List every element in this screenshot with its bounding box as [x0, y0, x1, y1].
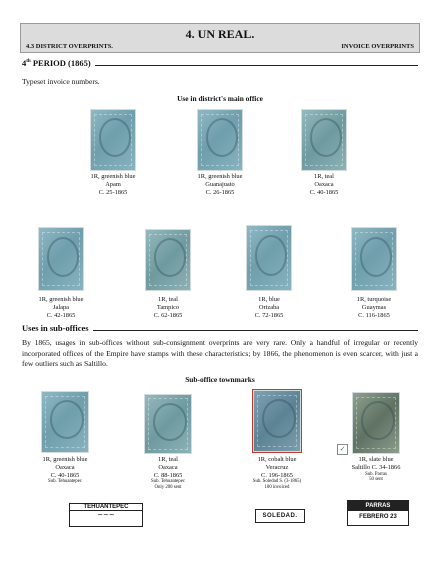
stamp-image — [42, 392, 88, 452]
stamp-image — [198, 110, 242, 170]
stamp-image — [254, 391, 300, 451]
stamp-caption: 1R, turquoise Guaymas C. 116-1865 — [356, 296, 392, 319]
sub-office-townmarks-heading: Sub-office townmarks — [185, 375, 255, 384]
period-rule — [95, 65, 418, 66]
stamp-image — [352, 228, 396, 290]
stamp-caption: 1R, slate blue Saltillo C. 34-1866 Sub. Parras 50 sent — [351, 456, 401, 483]
period-heading-row — [22, 58, 418, 68]
period-title: 4th PERIOD (1865) — [22, 58, 91, 68]
stamp-image — [247, 226, 291, 290]
stamp-caption: 1R, cobalt blue Veracruz C. 196-1865 Sub. Soledad S. (3-1865) 100 invoiced — [252, 456, 302, 491]
check-icon: ✓ — [337, 444, 348, 455]
main-office-heading: Use in district's main office — [177, 94, 263, 103]
sub-offices-rule — [93, 330, 418, 331]
period-subtitle: Typeset invoice numbers. — [22, 77, 100, 86]
stamp-caption: 1R, teal Oaxaca C. 88-1865 Sub. Tehuantepec Only 200 sent — [151, 456, 185, 491]
stamp-image — [145, 395, 191, 453]
stamp-caption: 1R, greenish blue Guanajuato C. 26-1865 — [197, 173, 243, 196]
townmark-soledad: SOLEDAD. — [255, 509, 305, 523]
page-header — [20, 23, 420, 53]
sub-offices-heading-row — [22, 323, 418, 333]
stamp-image — [91, 110, 135, 170]
stamp-caption: 1R, teal Tampico C. 62-1865 — [153, 296, 183, 319]
sub-offices-title: Uses in sub-offices — [22, 323, 89, 333]
stamp-image — [353, 393, 399, 453]
stamp-image — [302, 110, 346, 170]
stamp-caption: 1R, greenish blue Jalapa C. 42-1865 — [38, 296, 84, 319]
page-title: 4. UN REAL. — [185, 27, 255, 41]
stamp-caption: 1R, greenish blue Apam C. 25-1865 — [90, 173, 136, 196]
sub-offices-paragraph: By 1865, usages in sub-offices without sub-consignment overprints are very rare. Only a handful of irregular or recently incorporated offices of the Empire have stamps with these characteristics; by 1866, the phenomenon is even scarcer, with just a few outliers such as Saltillo. — [22, 338, 418, 369]
header-section-label: 4.3 DISTRICT OVERPRINTS. — [26, 43, 113, 50]
stamp-image — [146, 230, 190, 290]
stamp-caption: 1R, greenish blue Oaxaca C. 40-1865 Sub. Tehuantepec — [42, 456, 88, 485]
stamp-caption: 1R, blue Orizaba C. 72-1865 — [254, 296, 284, 319]
header-category-label: INVOICE OVERPRINTS — [341, 43, 414, 50]
townmark-tehuantepec: TEHUANTEPEC ~~~ — [69, 503, 143, 527]
townmark-parras: PARRAS FEBRERO 23 — [347, 500, 409, 526]
stamp-image — [39, 228, 83, 290]
stamp-caption: 1R, teal Oaxaca C. 40-1865 — [309, 173, 339, 196]
